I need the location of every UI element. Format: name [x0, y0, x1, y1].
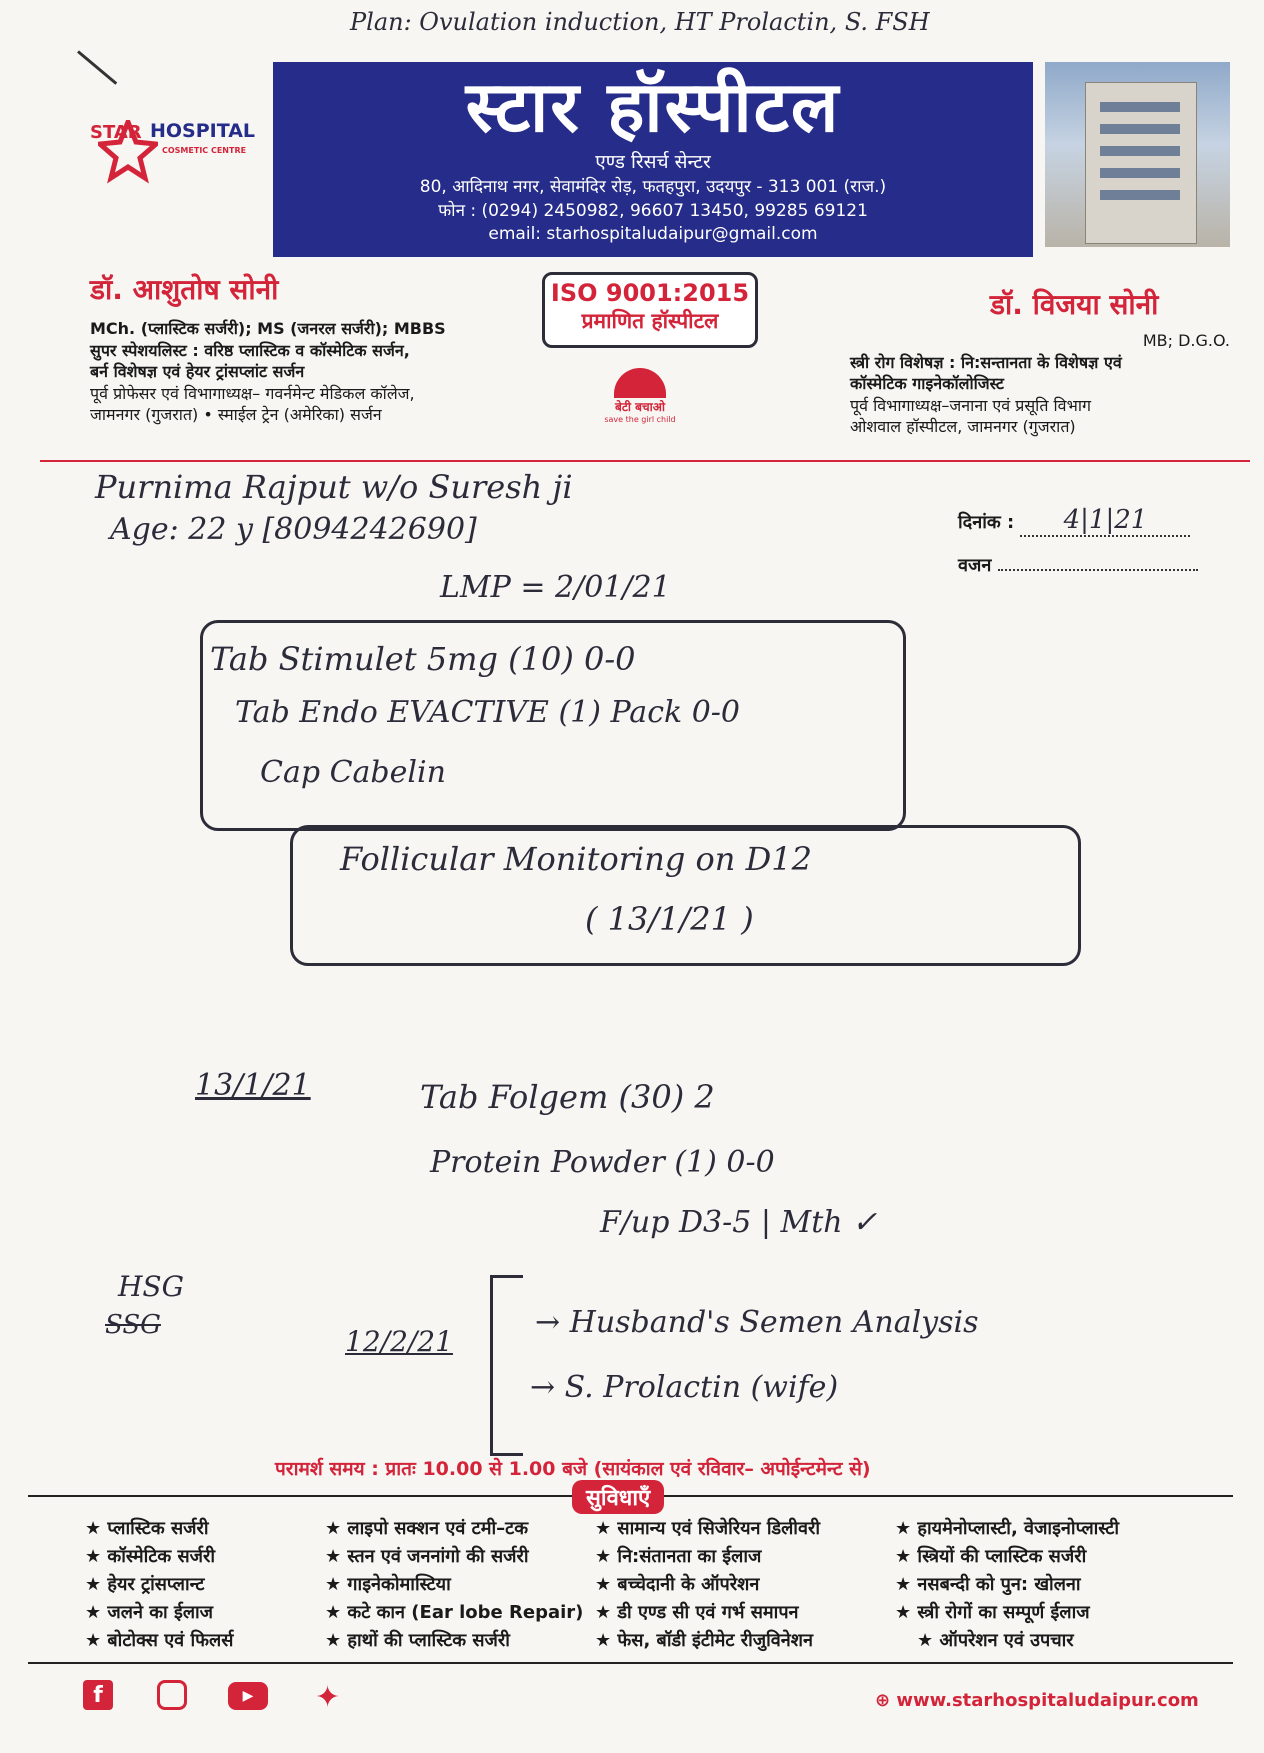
visit2-line3: F/up D3-5 | Mth ✓: [600, 1205, 878, 1240]
hospital-address: 80, आदिनाथ नगर, सेवामंदिर रोड़, फतहपुरा, उदयपुर - 313 001 (राज.): [419, 177, 887, 197]
doctor-left-line2: बर्न विशेषज्ञ एवं हेयर ट्रांसप्लांट सर्जन: [90, 362, 305, 382]
facebook-icon[interactable]: f: [83, 1680, 113, 1710]
website-link[interactable]: [875, 1690, 1199, 1711]
doctor-right-line4: ओशवाल हॉस्पीटल, जामनगर (गुजरात): [850, 417, 1076, 437]
facilities-col1: [85, 1515, 233, 1655]
facility-item: ★ फेस, बॉडी इंटीमेट रीजुविनेशन: [595, 1627, 820, 1655]
visit3-date: 12/2/21: [345, 1325, 453, 1358]
facility-item: ★ प्लास्टिक सर्जरी: [85, 1515, 233, 1543]
hospital-title: स्टार हॉस्पीटल: [465, 65, 841, 148]
logo-word-hospital: HOSPITAL: [150, 120, 256, 142]
facility-item: ★ डी एण्ड सी एवं गर्भ समापन: [595, 1599, 820, 1627]
facilities-col2: [325, 1515, 583, 1655]
weight-field: [958, 553, 1198, 577]
rx-box2-line2: ( 13/1/21 ): [585, 900, 754, 938]
patient-age: Age: 22 y [8094242690]: [110, 512, 477, 547]
patient-name: Purnima Rajput w/o Suresh ji: [95, 468, 573, 506]
globe-icon: ⊕: [875, 1690, 891, 1711]
header-divider: [40, 460, 1250, 462]
top-note: Plan: Ovulation induction, HT Prolactin, S. FSH: [350, 8, 930, 36]
beti-bachao-emblem-icon: [614, 368, 666, 398]
doctor-right-degrees: MB; D.G.O.: [1142, 331, 1230, 350]
doctor-right-line2: कॉस्मेटिक गाइनेकॉलोजिस्ट: [850, 374, 1004, 394]
doctor-right-line1: स्त्री रोग विशेषज्ञ : नि:सन्तानता के विशेषज्ञ एवं: [850, 352, 1122, 372]
doctor-right-details: [850, 330, 1230, 438]
facility-item: ★ हाथों की प्लास्टिक सर्जरी: [325, 1627, 583, 1655]
rx-box1-line2: Tab Endo EVACTIVE (1) Pack 0-0: [235, 695, 741, 730]
hsg-subnote: SSG: [105, 1310, 161, 1340]
website-text: www.starhospitaludaipur.com: [896, 1690, 1199, 1711]
logo-tagline: COSMETIC CENTRE: [162, 146, 247, 155]
facility-item: ★ स्तन एवं जननांगो की सर्जरी: [325, 1543, 583, 1571]
iso-number: ISO 9001:2015: [550, 279, 750, 307]
weight-value: [998, 555, 1198, 571]
hsg-note: HSG: [118, 1270, 184, 1303]
visit3-line1: → Husband's Semen Analysis: [535, 1305, 979, 1340]
footer-divider: [28, 1662, 1233, 1664]
beti-bachao-tagline: save the girl child: [604, 415, 676, 424]
date-field: [958, 505, 1190, 537]
date-value: 4|1|21: [1020, 505, 1190, 537]
facility-item: ★ कॉस्मेटिक सर्जरी: [85, 1543, 233, 1571]
facility-item: ★ हायमेनोप्लास्टी, वेजाइनोप्लास्टी: [895, 1515, 1119, 1543]
iso-certified: प्रमाणित हॉस्पीटल: [581, 309, 719, 333]
doctor-left-degrees: MCh. (प्लास्टिक सर्जरी); MS (जनरल सर्जरी); MBBS: [90, 319, 446, 338]
consultation-time: परामर्श समय : प्रातः 10.00 से 1.00 बजे (सायंकाल एवं रविवार– अपोईन्टमेन्ट से): [275, 1458, 871, 1480]
facility-item: ★ सामान्य एवं सिजेरियन डिलीवरी: [595, 1515, 820, 1543]
hospital-logo: [90, 112, 265, 182]
facility-item: ★ स्त्री रोगों का सम्पूर्ण ईलाज: [895, 1599, 1119, 1627]
doctor-left-line4: जामनगर (गुजरात) • स्माईल ट्रेन (अमेरिका) सर्जन: [90, 405, 382, 425]
visit2-line2: Protein Powder (1) 0-0: [430, 1145, 775, 1180]
doctor-left-line1: सुपर स्पेशयलिस्ट : वरिष्ठ प्लास्टिक व कॉस्मेटिक सर्जन,: [90, 340, 410, 360]
doctor-left-line3: पूर्व प्रोफेसर एवं विभागाध्यक्ष– गवर्नमेन्ट मेडिकल कॉलेज,: [90, 383, 415, 403]
logo-word-star: STAR: [90, 122, 142, 143]
doctor-left-name: डॉ. आशुतोष सोनी: [90, 273, 279, 306]
doctor-left-details: [90, 318, 540, 426]
facility-item: ★ कटे कान (Ear lobe Repair): [325, 1599, 583, 1627]
instagram-icon[interactable]: [157, 1680, 187, 1710]
facility-item: ★ गाइनेकोमास्टिया: [325, 1571, 583, 1599]
facility-item: ★ स्त्रियों की प्लास्टिक सर्जरी: [895, 1543, 1119, 1571]
doctor-right-name: डॉ. विजया सोनी: [990, 288, 1159, 321]
hospital-subtitle: एण्ड रिसर्च सेन्टर: [595, 151, 711, 173]
iso-badge: [542, 272, 758, 348]
facility-item: ★ बोटोक्स एवं फिलर्स: [85, 1627, 233, 1655]
facility-item: ★ जलने का ईलाज: [85, 1599, 233, 1627]
lmp-note: LMP = 2/01/21: [440, 570, 671, 605]
visit2-date: 13/1/21: [195, 1068, 311, 1103]
youtube-icon[interactable]: ▶: [228, 1682, 268, 1710]
facility-item: ★ बच्चेदानी के ऑपरेशन: [595, 1571, 820, 1599]
visit2-line1: Tab Folgem (30) 2: [420, 1078, 715, 1116]
hospital-banner: [273, 62, 1033, 257]
doctor-right-line3: पूर्व विभागाध्यक्ष–जनाना एवं प्रसूति विभाग: [850, 395, 1091, 415]
facility-item: ★ ऑपरेशन एवं उपचार: [895, 1627, 1119, 1655]
beti-bachao-logo: [580, 368, 700, 424]
facilities-col4: [895, 1515, 1119, 1655]
rx-box2-line1: Follicular Monitoring on D12: [340, 840, 812, 878]
date-label: दिनांक :: [958, 512, 1015, 533]
beti-bachao-text: बेटी बचाओ: [614, 400, 666, 414]
facilities-col3: [595, 1515, 820, 1655]
facility-item: ★ हेयर ट्रांसप्लान्ट: [85, 1571, 233, 1599]
building-image: [1045, 62, 1230, 247]
facility-item: ★ नि:संतानता का ईलाज: [595, 1543, 820, 1571]
facility-item: ★ लाइपो सक्शन एवं टमी–टक: [325, 1515, 583, 1543]
weight-label: वजन: [958, 555, 992, 576]
visit3-bracket: [490, 1275, 523, 1456]
twitter-icon[interactable]: ✦: [315, 1680, 341, 1715]
scan-mark: [77, 50, 117, 84]
hospital-phone: फोन : (0294) 2450982, 96607 13450, 99285 69121: [438, 200, 868, 221]
facility-item: ★ नसबन्दी को पुन: खोलना: [895, 1571, 1119, 1599]
rx-box1-line3: Cap Cabelin: [260, 755, 446, 790]
visit3-line2: → S. Prolactin (wife): [530, 1370, 839, 1405]
facilities-title: सुविधाएँ: [572, 1480, 664, 1514]
rx-box1-line1: Tab Stimulet 5mg (10) 0-0: [210, 640, 636, 678]
hospital-email: email: starhospitaludaipur@gmail.com: [488, 224, 818, 245]
